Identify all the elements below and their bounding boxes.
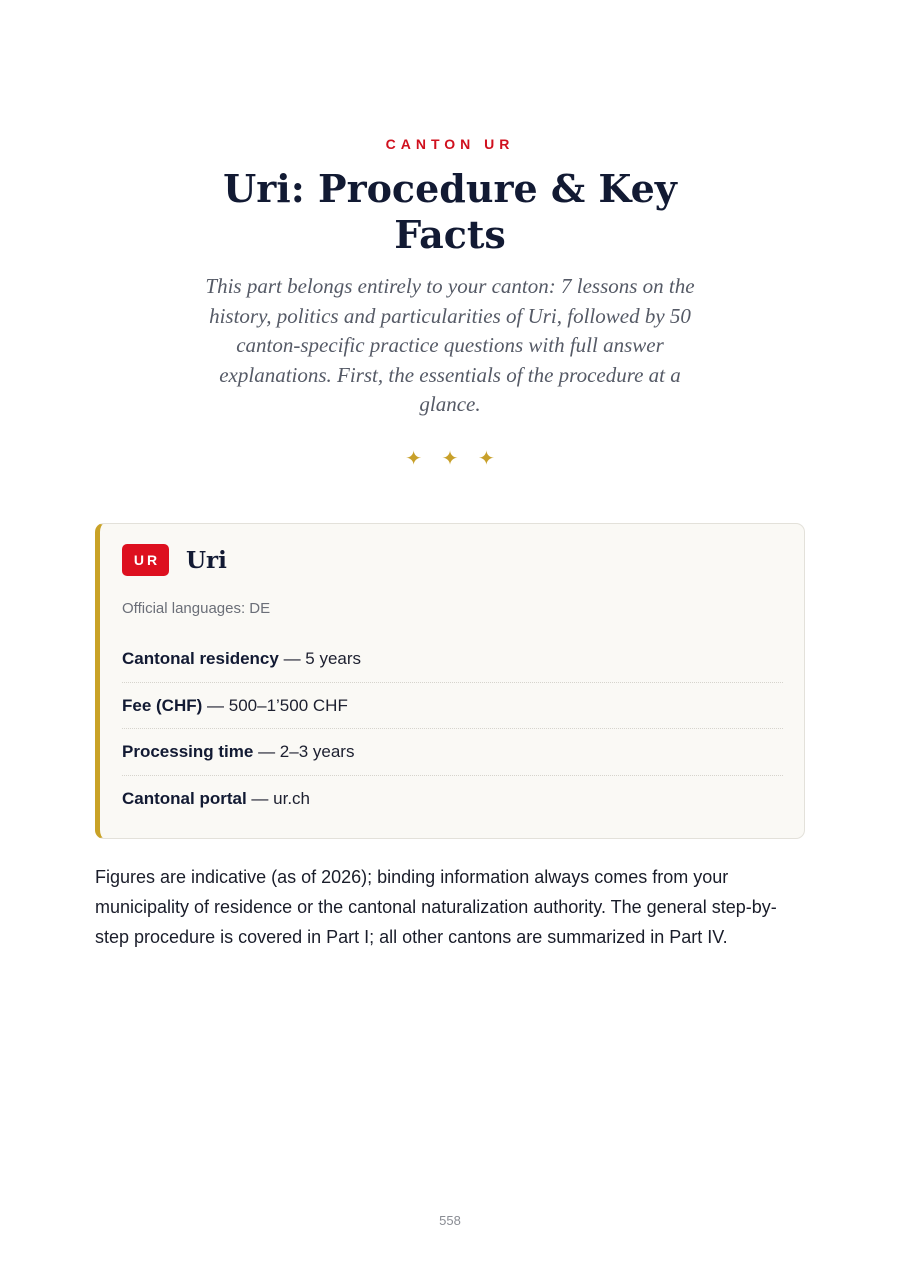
canton-eyebrow: CANTON UR: [385, 136, 515, 152]
fact-value: 2–3 years: [279, 742, 355, 761]
fact-row-fee: [122, 683, 783, 730]
ornament-divider: [0, 446, 900, 471]
facts-list: [122, 636, 783, 821]
fact-value: 5 years: [305, 649, 362, 668]
fact-separator: —: [283, 649, 301, 668]
fact-label: Cantonal residency: [122, 649, 279, 668]
star-icon: ✦: [477, 448, 495, 470]
page-number: 558: [439, 1213, 461, 1228]
fact-value: 500–1’500 CHF: [228, 695, 348, 715]
card-header: [122, 544, 227, 576]
fact-row-processing-time: [122, 729, 783, 776]
fact-label: Cantonal portal: [122, 788, 247, 808]
canton-name: Uri: [186, 546, 227, 574]
fact-separator: —: [207, 695, 225, 715]
fact-row-portal: [122, 776, 783, 822]
fact-separator: —: [251, 788, 269, 808]
official-languages: Official languages: DE: [122, 600, 271, 617]
fact-label: Processing time: [122, 742, 254, 761]
star-icon: ✦: [441, 448, 459, 470]
page-title: Uri: Procedure & Key Facts: [223, 166, 677, 257]
disclaimer-note: Figures are indicative (as of 2026); binding information always comes from your municipality of residence or the cantonal naturalization authority. The general step-by-step procedure is covered in Part I; all other cantons are summarized in Part IV.: [95, 867, 777, 947]
fact-separator: —: [258, 742, 276, 761]
canton-code-badge: UR: [122, 544, 169, 576]
fact-label: Fee (CHF): [122, 695, 203, 715]
star-icon: ✦: [405, 448, 423, 470]
intro-paragraph: This part belongs entirely to your canton: 7 lessons on the history, politics and particularities of Uri, followed by 50 canton-specific practice questions with full answer explanations. First, the essentials of the procedure at a glance.: [205, 274, 695, 417]
canton-facts-card: [95, 523, 805, 839]
fact-row-residency: [122, 636, 783, 683]
fact-value: ur.ch: [273, 788, 310, 808]
